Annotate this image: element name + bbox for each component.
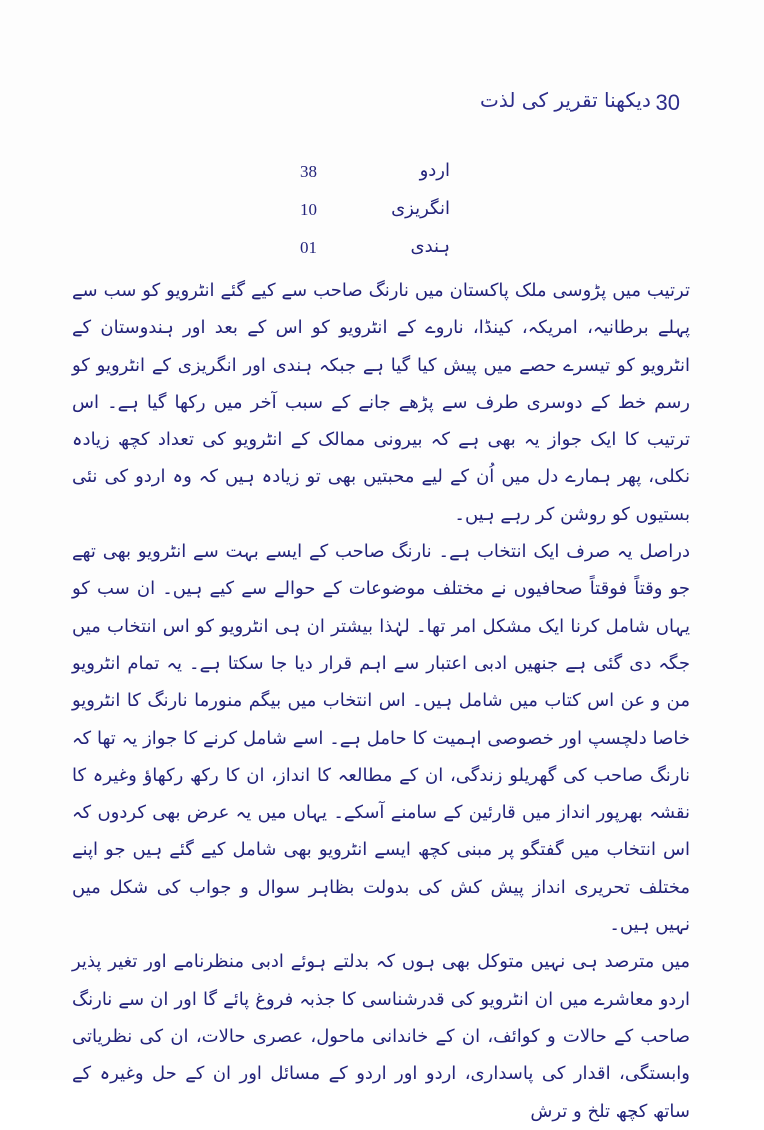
body-text: [72, 272, 690, 1130]
language-count-row: [290, 160, 450, 198]
paragraph: دراصل یہ صرف ایک انتخاب ہے۔ نارنگ صاحب کے ایسے بہت سے انٹرویو بھی تھے جو وقتاً فوقتاً صحافیوں نے مختلف موضوعات کے حوالے سے کیے ہیں۔ ان سب کو یہاں شامل کرنا ایک مشکل امر تھا۔ لہٰذا بیشتر ان ہی انٹرویو کو اس انتخاب میں جگہ دی گئی ہے جنھیں ادبی اعتبار سے اہم قرار دیا جا سکتا ہے۔ یہ تمام انٹرویو من و عن اس کتاب میں شامل ہیں۔ اس انتخاب میں بیگم منورما نارنگ کا انٹرویو خاصا دلچسپ اور خصوصی اہمیت کا حامل ہے۔ اسے شامل کرنے کا جواز یہ تھا کہ نارنگ صاحب کی گھریلو زندگی، ان کے مطالعہ کا انداز، ان کا رکھ رکھاؤ وغیرہ کا نقشہ بھرپور انداز میں قارئین کے سامنے آسکے۔ یہاں میں یہ عرض بھی کردوں کہ اس انتخاب میں گفتگو پر مبنی کچھ ایسے انٹرویو بھی شامل کیے گئے ہیں جو اپنے مختلف تحریری انداز پیش کش کی بدولت بظاہر سوال و جواب کی شکل میں نہیں ہیں۔: [72, 541, 690, 936]
language-name: ہندی: [410, 236, 450, 257]
language-count: 38: [300, 162, 317, 181]
language-name: اردو: [419, 160, 450, 181]
paragraph: ترتیب میں پڑوسی ملک پاکستان میں نارنگ صاحب سے کیے گئے انٹرویو کو سب سے پہلے برطانیہ، امریکہ، کینڈا، ناروے کے انٹرویو کو اس کے بعد اور ہندوستان کے انٹرویو کو تیسرے حصے میں پیش کیا گیا ہے جبکہ ہندی اور انگریزی کے انٹرویو کو رسم خط کے دوسری طرف سے پڑھے جانے کے سبب آخر میں رکھا گیا ہے۔ اس ترتیب کا ایک جواز یہ بھی ہے کہ بیرونی ممالک کے انٹرویو کی تعداد کچھ زیادہ نکلی، پھر ہمارے دل میں اُن کے لیے محبتیں بھی تو زیادہ ہیں کہ وہ اردو کی نئی بستیوں کو روشن کر رہے ہیں۔: [72, 280, 690, 525]
language-name: انگریزی: [391, 198, 450, 219]
language-count: 10: [300, 200, 317, 219]
language-count-row: [290, 198, 450, 236]
running-title: دیکھنا تقریر کی لذت: [480, 88, 651, 112]
paragraph: میں مترصد ہی نہیں متوکل بھی ہوں کہ بدلتے ہوئے ادبی منظرنامے اور تغیر پذیر اردو معاشرے میں ان انٹرویو کی قدرشناسی کا جذبہ فروغ پائے گا اور ان سے نارنگ صاحب کے حالات و کوائف، ان کے خاندانی ماحول، عصری حالات، ان کی نظریاتی وابستگی، اقدار کی پاسداری، اردو اور اردو کے مسائل اور ان کے حل وغیرہ کے ساتھ کچھ تلخ و ترش: [72, 951, 690, 1122]
language-count-list: [290, 160, 450, 274]
language-count: 01: [300, 238, 317, 257]
language-count-row: [290, 236, 450, 274]
page-number: 30: [655, 90, 680, 115]
page-header: [480, 88, 680, 124]
